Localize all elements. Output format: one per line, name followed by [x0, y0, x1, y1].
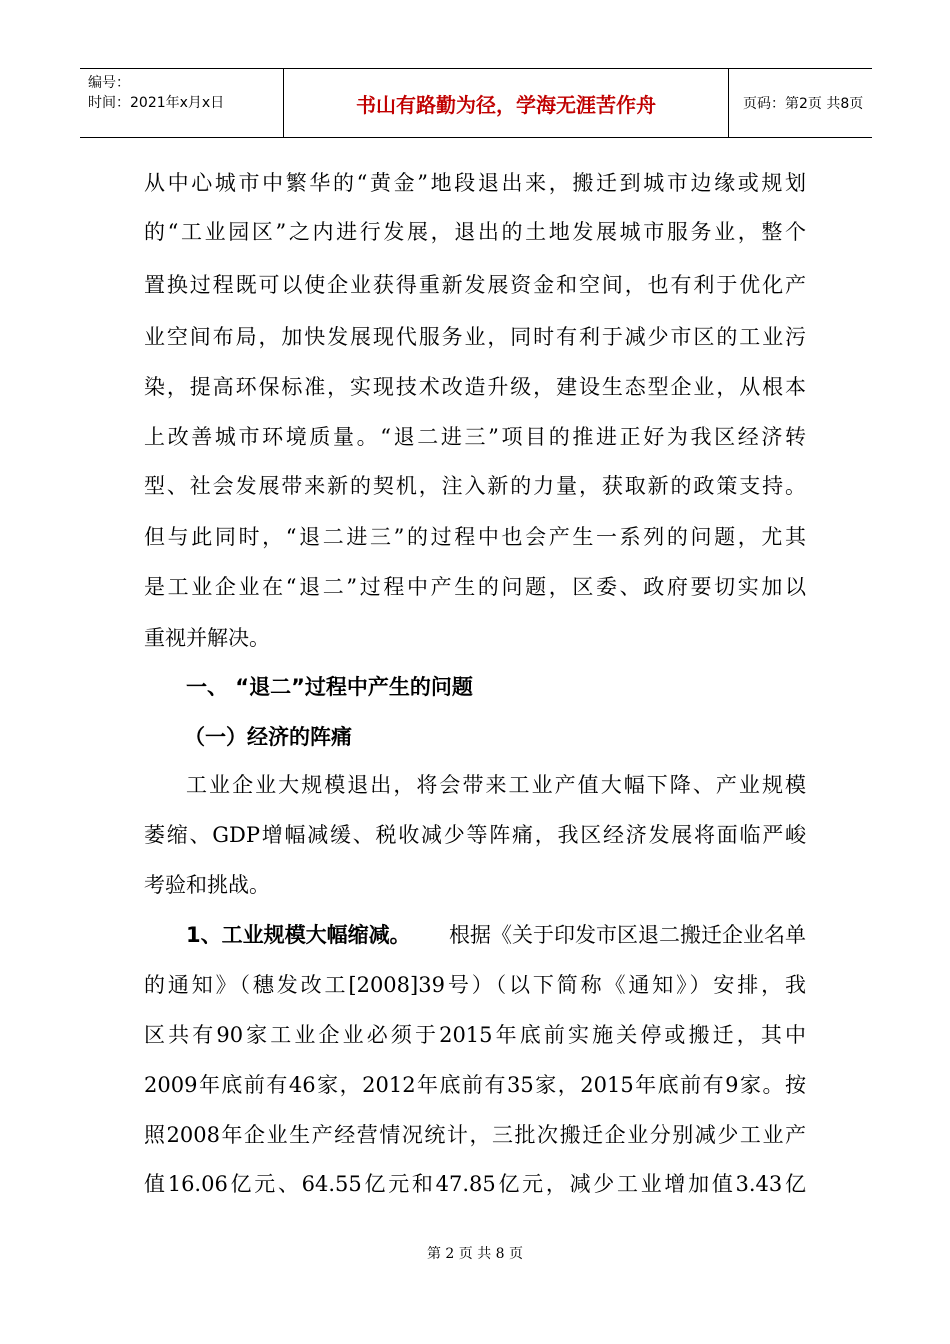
body-line: 的通知》（穗发改工[2008]39号）（以下简称《通知》）安排，我 — [144, 973, 806, 997]
date-line: 时间：2021年x月x日 — [88, 95, 225, 111]
header-meta — [80, 69, 283, 137]
item-text: 根据《关于印发市区退二搬迁企业名单 — [449, 923, 806, 947]
body-line: 染，提高环保标准，实现技术改造升级，建设生态型企业，从根本 — [144, 375, 806, 399]
body-line: 考验和挑战。 — [144, 873, 270, 897]
body-line: 重视并解决。 — [144, 626, 270, 650]
body-line: 上改善城市环境质量。“退二进三”项目的推进正好为我区经济转 — [144, 425, 806, 449]
section-heading: 一、 “退二”过程中产生的问题 — [186, 675, 473, 699]
body-line: 照2008年企业生产经营情况统计，三批次搬迁企业分别减少工业产 — [144, 1123, 806, 1147]
body-line: 但与此同时，“退二进三”的过程中也会产生一系列的问题，尤其 — [144, 525, 806, 549]
body-line: 型、社会发展带来新的契机，注入新的力量，获取新的政策支持。 — [144, 474, 806, 498]
body-line: 2009年底前有46家，2012年底前有35家，2015年底前有9家。按 — [144, 1073, 806, 1097]
item-title: 1、工业规模大幅缩减。 — [186, 923, 411, 947]
number-label: 编号： — [88, 75, 130, 91]
header-motto: 书山有路勤为径，学海无涯苦作舟 — [283, 69, 729, 137]
document-header — [80, 68, 872, 138]
header-page-info: 页码：第2页 共8页 — [743, 96, 864, 112]
body-line: 置换过程既可以使企业获得重新发展资金和空间，也有利于优化产 — [144, 273, 806, 297]
body-line: 的“工业园区”之内进行发展，退出的土地发展城市服务业，整个 — [144, 220, 806, 244]
body-line: 业空间布局，加快发展现代服务业，同时有利于减少市区的工业污 — [144, 325, 806, 349]
body-line: 工业企业大规模退出，将会带来工业产值大幅下降、产业规模 — [186, 773, 806, 797]
body-line: 从中心城市中繁华的“黄金”地段退出来，搬迁到城市边缘或规划 — [144, 171, 806, 195]
subsection-heading: （一）经济的阵痛 — [184, 725, 352, 749]
body-line: 区共有90家工业企业必须于2015年底前实施关停或搬迁，其中 — [144, 1023, 806, 1047]
body-line: 是工业企业在“退二”过程中产生的问题，区委、政府要切实加以 — [144, 575, 806, 599]
body-line — [186, 920, 806, 950]
body-line: 值16.06亿元、64.55亿元和47.85亿元，减少工业增加值3.43亿 — [144, 1172, 806, 1196]
body-line: 萎缩、GDP增幅减缓、税收减少等阵痛，我区经济发展将面临严峻 — [144, 823, 806, 847]
page-footer: 第 2 页 共 8 页 — [426, 1246, 524, 1262]
